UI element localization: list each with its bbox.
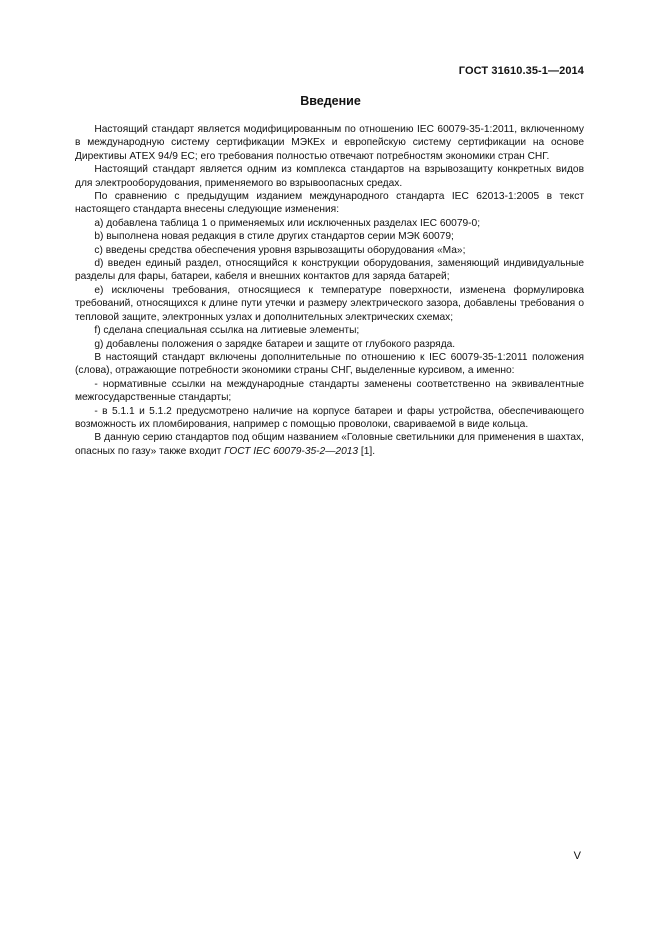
paragraph: Настоящий стандарт является одним из комплекса стандартов на взрывозащиту конкретных видов для электрооборудования, применяемого во взрывоопасных средах. xyxy=(75,164,584,189)
list-item: b) выполнена новая редакция в стиле других стандартов серии МЭК 60079; xyxy=(94,231,454,243)
standard-reference: ГОСТ IEC 60079-35-2—2013 xyxy=(224,445,359,457)
paragraph-text: В данную серию стандартов под общим названием «Головные светильники для применения в шахтах, опасных по газу» также входит xyxy=(75,432,584,457)
list-item: g) добавлены положения о зарядке батареи и защите от глубокого разряда. xyxy=(94,338,456,350)
list-item: a) добавлена таблица 1 о применяемых или исключенных разделах IEC 60079-0; xyxy=(94,217,481,229)
list-item: f) сделана специальная ссылка на литиевые элементы; xyxy=(94,325,360,337)
list-item: - нормативные ссылки на международные стандарты заменены соответственно на эквивалентные межгосударственные стандарты; xyxy=(75,378,584,404)
list-item: - в 5.1.1 и 5.1.2 предусмотрено наличие на корпусе батареи и фары устройства, обеспечивающего возможность их пломбирования, например с помощью проволоки, свариваемой в виде кольца. xyxy=(75,405,584,430)
paragraph-tail: [1]. xyxy=(358,445,376,457)
paragraph: Настоящий стандарт является модифицированным по отношению IEC 60079-35-1:2011, включенному в международную систему сертификации МЭКEх и европейскую систему сертификации на основе Директивы АТЕХ 94/9 ЕС; его требования полностью отвечают потребностям экономики стран СНГ. xyxy=(75,124,584,162)
list-item: d) введен единый раздел, относящийся к конструкции оборудования, заменяющий индивидуальные разделы для фары, батареи, кабеля и внешних контактов для заряда батарей; xyxy=(75,258,584,283)
list-item: c) введены средства обеспечения уровня взрывозащиты оборудования «Ма»; xyxy=(94,244,466,256)
document-code: ГОСТ 31610.35-1—2014 xyxy=(458,65,584,77)
paragraph: По сравнению с предыдущим изданием международного стандарта IEC 62013-1:2005 в текст настоящего стандарта внесены следующие изменения: xyxy=(75,191,584,216)
page-number: V xyxy=(573,850,581,862)
body-text xyxy=(75,123,584,458)
paragraph-last xyxy=(75,431,584,458)
paragraph: В настоящий стандарт включены дополнительные по отношению к IEC 60079-35-1:2011 положения (слова), отражающие потребности экономики страны СНГ, выделенные курсивом, а именно: xyxy=(75,351,584,377)
list-item: e) исключены требования, относящиеся к температуре поверхности, изменена формулировка требований, относящихся к длине пути утечки и размеру электрического зазора, добавлены требования о тепловой защите, электронных узлах и дополнительных электрических схемах; xyxy=(75,284,584,323)
section-title: Введение xyxy=(300,94,361,108)
